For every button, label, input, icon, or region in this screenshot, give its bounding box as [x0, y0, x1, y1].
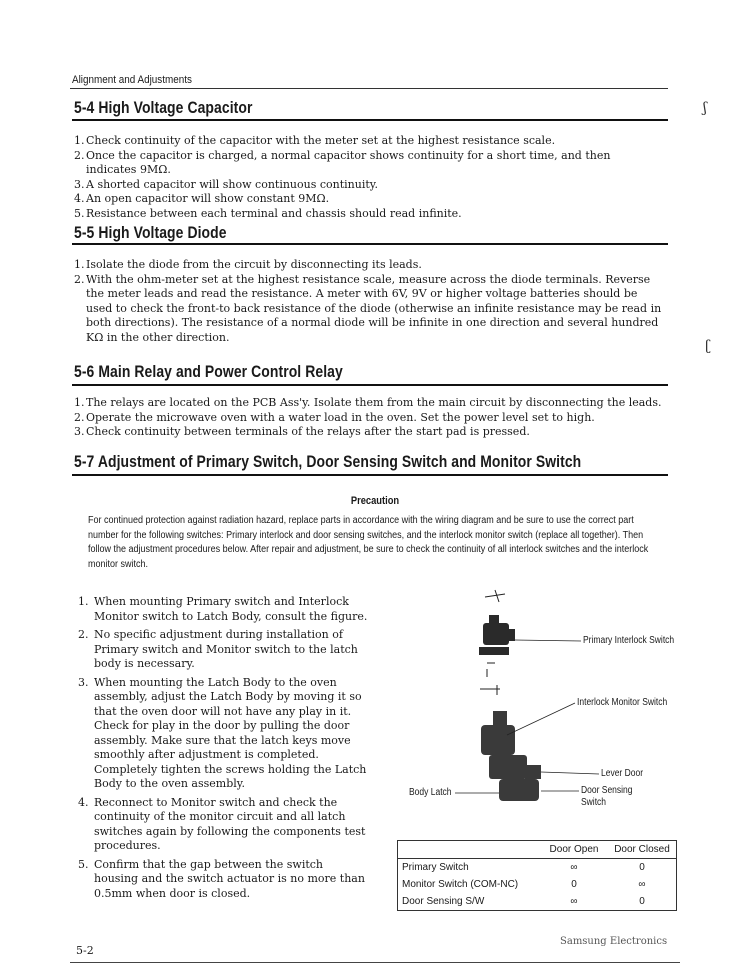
list-item: 3. When mounting the Latch Body to the oven assembly, adjust the Latch Body by moving it so that the oven door will not have any play in it. Check for play in the door by pulling the door assembly. Make sure that the latch keys move smoothly after adjustment is completed. Completely tighten the screws holding the Latch Body to the oven assembly.	[78, 675, 367, 790]
table-header-row	[398, 841, 677, 859]
section-title-5-4: 5-4 High Voltage Capacitor	[74, 98, 253, 117]
table-cell: Monitor Switch (COM-NC)	[402, 879, 519, 890]
door-sensing-switch-label: Door Sensing Switch	[581, 785, 633, 808]
list-item: 4. An open capacitor will show constant 9MΩ.	[74, 192, 330, 205]
table-cell: ∞	[570, 896, 578, 907]
list-item: 3. Check continuity between terminals of the relays after the start pad is pressed.	[74, 425, 530, 438]
company-footer: Samsung Electronics	[560, 936, 668, 947]
lever-door-label: Lever Door	[601, 768, 644, 779]
page-number: 5-2	[76, 944, 94, 957]
relay-checklist	[74, 396, 664, 440]
section-title-5-5: 5-5 High Voltage Diode	[74, 223, 227, 242]
list-item: 2. With the ohm-meter set at the highest resistance scale, measure across the diode terminals. Reverse the meter leads and read the resistance. A meter with 6V, 9V or higher voltage batteries should be used to check the front-to back resistance of the diode (otherwise an infinite resistance may be read in both directions). The resistance of a normal diode will be infinite in one direction and several hundred KΩ in the other direction.	[74, 272, 662, 344]
table-row	[398, 859, 677, 877]
list-item: 2. Once the capacitor is charged, a normal capacitor shows continuity for a short time, and then indicates 9MΩ.	[74, 148, 611, 176]
section-divider	[72, 384, 668, 386]
switch-continuity-table	[397, 840, 677, 911]
section-divider	[72, 243, 668, 245]
list-item: 4. Reconnect to Monitor switch and check the continuity of the monitor circuit and all latch switches again by following the components test procedures.	[78, 795, 366, 852]
precaution-text: For continued protection against radiation hazard, replace parts in accordance with the wiring diagram and be sure to use the correct part number for the following switches: Primary interlock and door sensing switches, and the interlock monitor switch (replace all together). Then follow the adjustment procedures below. After repair and adjustment, be sure to check the continuity of all interlock switches and the interlock monitor switch.	[88, 515, 649, 570]
precaution-title: Precaution	[350, 495, 400, 507]
table-cell: 0	[639, 896, 645, 907]
table-row	[398, 876, 677, 893]
scan-artifact: ʃ	[703, 100, 707, 116]
capacitor-checklist	[74, 134, 664, 221]
list-item: 3. A shorted capacitor will show continuous continuity.	[74, 177, 379, 191]
table-cell: Primary Switch	[402, 862, 469, 873]
footer-divider	[70, 962, 680, 963]
section-divider	[72, 474, 668, 476]
list-item: 5. Confirm that the gap between the switch housing and the switch actuator is no more than 0.5mm when door is closed.	[78, 857, 365, 900]
header-divider	[70, 88, 668, 89]
list-item: 1. The relays are located on the PCB Ass'y. Isolate them from the main circuit by disconnecting the leads.	[74, 396, 662, 409]
list-item: 2. Operate the microwave oven with a water load in the oven. Set the power level set to high.	[74, 410, 595, 424]
section-divider	[72, 119, 668, 121]
table-header-cell: Door Open	[540, 841, 608, 859]
table-cell: ∞	[570, 862, 578, 873]
list-item: 5. Resistance between each terminal and chassis should read infinite.	[74, 206, 462, 220]
scan-artifact: ʗ	[705, 338, 711, 354]
table-cell: 0	[639, 862, 645, 873]
table-cell: ∞	[638, 879, 646, 890]
section-title-5-6: 5-6 Main Relay and Power Control Relay	[74, 362, 343, 381]
list-item: 1. Isolate the diode from the circuit by disconnecting its leads.	[74, 258, 422, 271]
list-item: 2. No specific adjustment during installation of Primary switch and Monitor switch to the latch body is necessary.	[78, 628, 358, 670]
table-header-cell: Door Closed	[608, 841, 677, 859]
section-title-5-7: 5-7 Adjustment of Primary Switch, Door Sensing Switch and Monitor Switch	[74, 452, 582, 471]
table-cell: Door Sensing S/W	[402, 896, 485, 907]
interlock-monitor-switch-label: Interlock Monitor Switch	[577, 697, 668, 708]
table-row	[398, 893, 677, 911]
latch-body-figure	[395, 585, 685, 825]
body-latch-label: Body Latch	[409, 787, 452, 798]
running-header: Alignment and Adjustments	[72, 74, 192, 86]
diode-checklist	[74, 258, 664, 345]
list-item: 1. Check continuity of the capacitor with the meter set at the highest resistance scale.	[74, 134, 556, 147]
table-cell: 0	[571, 879, 577, 890]
primary-interlock-switch-label: Primary Interlock Switch	[583, 635, 675, 646]
list-item: 1. When mounting Primary switch and Interlock Monitor switch to Latch Body, consult the figure.	[78, 595, 368, 623]
table-header-cell	[398, 841, 541, 859]
switch-adjustment-steps	[78, 595, 368, 905]
